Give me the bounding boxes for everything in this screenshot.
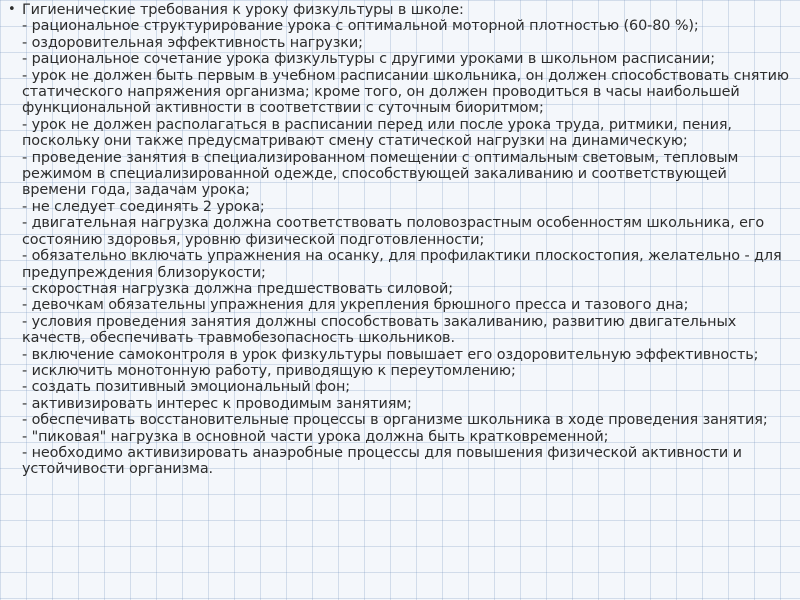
slide-content bbox=[8, 2, 794, 600]
bullet-text bbox=[22, 2, 794, 478]
bullet-item bbox=[8, 2, 794, 478]
requirement-line: - рациональное структурирование урока с оптимальной моторной плотностью (60-80 %); bbox=[22, 18, 699, 35]
requirement-line: - оздоровительная эффективность нагрузки; bbox=[22, 34, 363, 51]
requirement-line: - не следует соединять 2 урока; bbox=[22, 198, 265, 215]
requirement-line: - исключить монотонную работу, приводящую к переутомлению; bbox=[22, 362, 516, 379]
requirement-line: - активизировать интерес к проводимым занятиям; bbox=[22, 395, 412, 412]
requirement-line: - обязательно включать упражнения на осанку, для профилактики плоскостопия, желательно - для предупреждения близорукости; bbox=[22, 248, 787, 281]
requirement-line: - рациональное сочетание урока физкультуры с другими уроками в школьном расписании; bbox=[22, 51, 715, 68]
requirement-line: - двигательная нагрузка должна соответствовать половозрастным особенностям школьника, его состоянию здоровья, уровню физической подготовленности; bbox=[22, 215, 769, 248]
requirement-line: - необходимо активизировать анаэробные процессы для повышения физической активности и устойчивости организма. bbox=[22, 444, 747, 478]
requirement-line: - создать позитивный эмоциональный фон; bbox=[22, 379, 351, 396]
requirement-line: - урок не должен располагаться в расписании перед или после урока труда, ритмики, пения, поскольку они также предусматривают смену статической нагрузки на динамическую; bbox=[22, 116, 737, 150]
requirement-line: - скоростная нагрузка должна предшествовать силовой; bbox=[22, 280, 454, 297]
requirement-line: - включение самоконтроля в урок физкультуры повышает его оздоровительную эффективность; bbox=[22, 346, 759, 363]
requirement-line: - проведение занятия в специализированном помещении с оптимальным световым, тепловым режимом в специализированной одежде, способствующей закаливанию и соответствующей времени года, задачам урока; bbox=[22, 149, 743, 199]
requirement-line: - урок не должен быть первым в учебном расписании школьника, он должен способствовать снятию статического напряжения организма; кроме того, он должен проводиться в часы наибольшей функциональной активности в соответствии с суточным биоритмом; bbox=[22, 67, 794, 117]
heading-text: Гигиенические требования к уроку физкультуры в школе: bbox=[22, 2, 464, 18]
requirement-line: - условия проведения занятия должны способствовать закаливанию, развитию двигательных качеств, обеспечивать травмобезопасность школьников. bbox=[22, 313, 741, 347]
requirement-line: - обеспечивать восстановительные процессы в организме школьника в ходе проведения занятия; bbox=[22, 412, 768, 429]
requirement-line: - "пиковая" нагрузка в основной части урока должна быть кратковременной; bbox=[22, 428, 609, 445]
bullet-icon: • bbox=[8, 2, 16, 17]
requirement-line: - девочкам обязательны упражнения для укрепления брюшного пресса и тазового дна; bbox=[22, 297, 689, 314]
